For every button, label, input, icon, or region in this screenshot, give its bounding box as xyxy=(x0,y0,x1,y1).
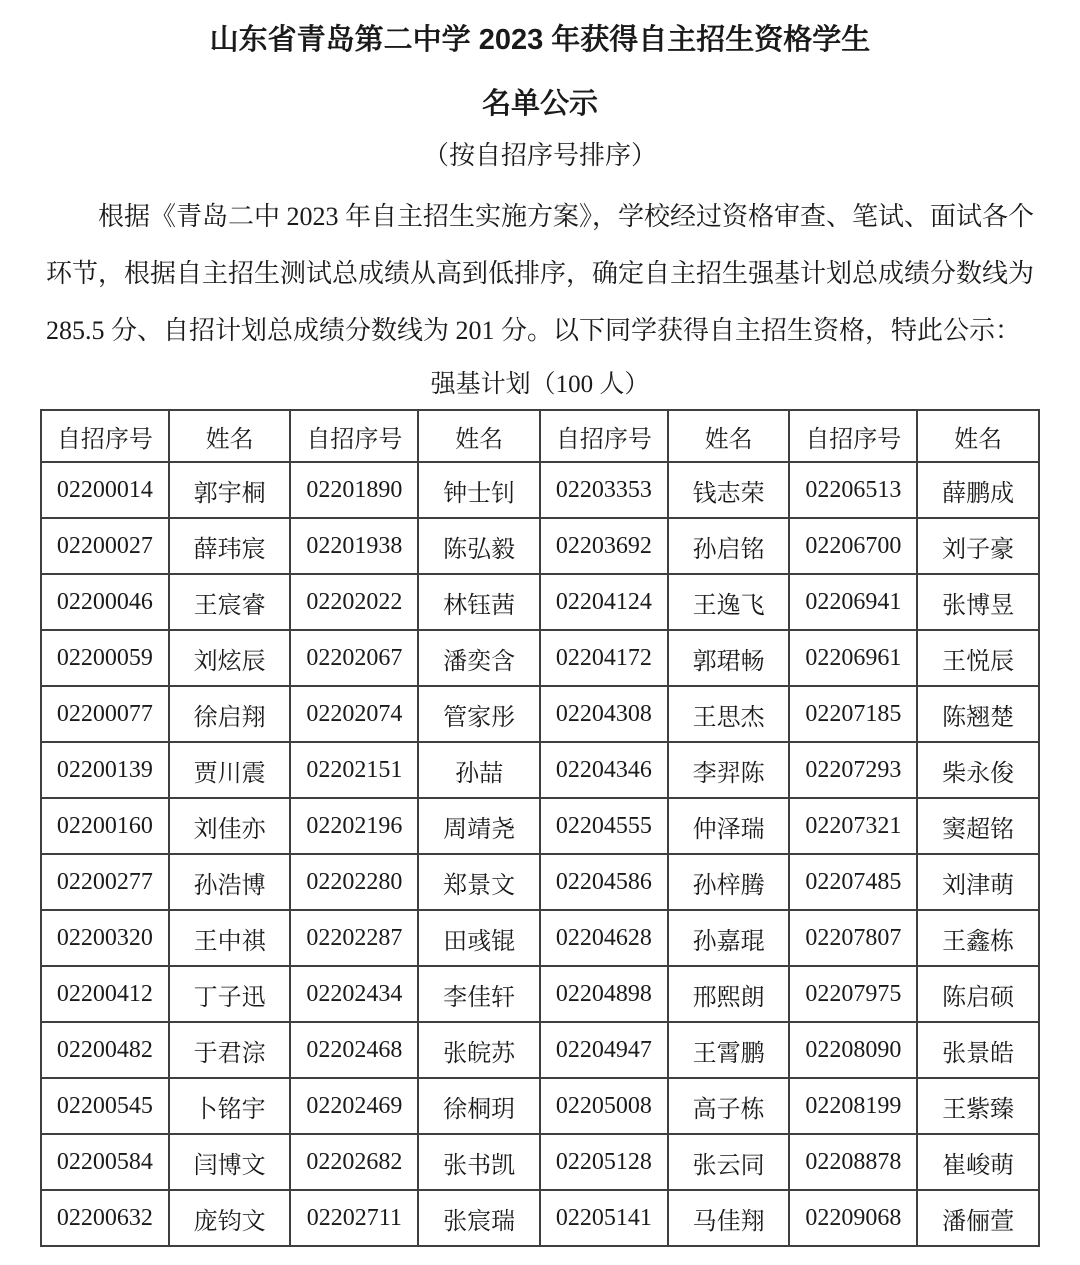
table-row xyxy=(41,1134,1039,1190)
table-row xyxy=(41,686,1039,742)
serial-number-cell: 02200046 xyxy=(41,574,169,630)
student-name-cell: 王宸睿 xyxy=(169,574,291,630)
student-name-cell: 马佳翔 xyxy=(668,1190,790,1246)
serial-number-cell: 02200584 xyxy=(41,1134,169,1190)
serial-number-cell: 02200320 xyxy=(41,910,169,966)
student-name-cell: 郭珺畅 xyxy=(668,630,790,686)
student-name-cell: 于君淙 xyxy=(169,1022,291,1078)
student-name-cell: 王中祺 xyxy=(169,910,291,966)
table-row xyxy=(41,798,1039,854)
table-row xyxy=(41,462,1039,518)
student-name-cell: 王紫臻 xyxy=(917,1078,1039,1134)
student-name-cell: 张博昱 xyxy=(917,574,1039,630)
student-name-cell: 柴永俊 xyxy=(917,742,1039,798)
serial-number-cell: 02207293 xyxy=(789,742,917,798)
serial-number-cell: 02200077 xyxy=(41,686,169,742)
serial-number-cell: 02204628 xyxy=(540,910,668,966)
serial-number-cell: 02205128 xyxy=(540,1134,668,1190)
table-body xyxy=(41,462,1039,1246)
student-name-cell: 潘俪萱 xyxy=(917,1190,1039,1246)
serial-number-cell: 02204308 xyxy=(540,686,668,742)
student-name-cell: 陈翘楚 xyxy=(917,686,1039,742)
student-name-cell: 邢熙朗 xyxy=(668,966,790,1022)
intro-paragraph: 根据《青岛二中 2023 年自主招生实施方案》，学校经过资格审查、笔试、面试各个环节，根据自主招生测试总成绩从高到低排序，确定自主招生强基计划总成绩分数线为 285.5 分、自招计划总成绩分数线为 201 分。以下同学获得自主招生资格，特此公示： xyxy=(46,202,1035,345)
serial-number-cell: 02200277 xyxy=(41,854,169,910)
table-row xyxy=(41,1078,1039,1134)
serial-number-cell: 02206961 xyxy=(789,630,917,686)
serial-number-cell: 02204947 xyxy=(540,1022,668,1078)
student-name-cell: 郑景文 xyxy=(418,854,540,910)
serial-number-cell: 02204555 xyxy=(540,798,668,854)
table-row xyxy=(41,518,1039,574)
header-cell-serial-number: 自招序号 xyxy=(41,410,169,462)
student-name-cell: 张景皓 xyxy=(917,1022,1039,1078)
student-name-cell: 陈弘毅 xyxy=(418,518,540,574)
table-row xyxy=(41,854,1039,910)
student-name-cell: 林钰茜 xyxy=(418,574,540,630)
student-name-cell: 庞钧文 xyxy=(169,1190,291,1246)
student-name-cell: 刘炫辰 xyxy=(169,630,291,686)
student-name-cell: 卜铭宇 xyxy=(169,1078,291,1134)
student-name-cell: 郭宇桐 xyxy=(169,462,291,518)
section-title: 强基计划（100 人） xyxy=(430,371,650,398)
serial-number-cell: 02200014 xyxy=(41,462,169,518)
header-row xyxy=(41,410,1039,462)
student-name-cell: 刘津萌 xyxy=(917,854,1039,910)
header-cell-name: 姓名 xyxy=(169,410,291,462)
student-name-cell: 贾川震 xyxy=(169,742,291,798)
student-name-cell: 徐桐玥 xyxy=(418,1078,540,1134)
table-row xyxy=(41,742,1039,798)
serial-number-cell: 02200139 xyxy=(41,742,169,798)
serial-number-cell: 02202196 xyxy=(290,798,418,854)
table-row xyxy=(41,1022,1039,1078)
serial-number-cell: 02202280 xyxy=(290,854,418,910)
document-title-line1: 山东省青岛第二中学 2023 年获得自主招生资格学生 xyxy=(209,24,871,56)
serial-number-cell: 02209068 xyxy=(789,1190,917,1246)
student-name-cell: 张皖苏 xyxy=(418,1022,540,1078)
serial-number-cell: 02204124 xyxy=(540,574,668,630)
student-name-cell: 钟士钊 xyxy=(418,462,540,518)
serial-number-cell: 02202682 xyxy=(290,1134,418,1190)
serial-number-cell: 02207975 xyxy=(789,966,917,1022)
student-name-cell: 刘佳亦 xyxy=(169,798,291,854)
serial-number-cell: 02208199 xyxy=(789,1078,917,1134)
student-name-cell: 王逸飞 xyxy=(668,574,790,630)
student-name-cell: 孙喆 xyxy=(418,742,540,798)
student-name-cell: 孙嘉琨 xyxy=(668,910,790,966)
serial-number-cell: 02202469 xyxy=(290,1078,418,1134)
student-name-cell: 王霄鹏 xyxy=(668,1022,790,1078)
student-name-cell: 崔峻萌 xyxy=(917,1134,1039,1190)
student-name-cell: 徐启翔 xyxy=(169,686,291,742)
student-name-cell: 闫博文 xyxy=(169,1134,291,1190)
serial-number-cell: 02204586 xyxy=(540,854,668,910)
table-row xyxy=(41,966,1039,1022)
serial-number-cell: 02200059 xyxy=(41,630,169,686)
serial-number-cell: 02202151 xyxy=(290,742,418,798)
student-name-cell: 窦超铭 xyxy=(917,798,1039,854)
student-name-cell: 薛鹏成 xyxy=(917,462,1039,518)
serial-number-cell: 02202067 xyxy=(290,630,418,686)
serial-number-cell: 02202287 xyxy=(290,910,418,966)
serial-number-cell: 02208090 xyxy=(789,1022,917,1078)
student-name-cell: 张书凯 xyxy=(418,1134,540,1190)
student-name-cell: 陈启硕 xyxy=(917,966,1039,1022)
student-name-cell: 潘奕含 xyxy=(418,630,540,686)
student-name-cell: 田彧锟 xyxy=(418,910,540,966)
student-name-cell: 管家彤 xyxy=(418,686,540,742)
student-roster-table xyxy=(40,409,1040,1247)
student-name-cell: 孙浩博 xyxy=(169,854,291,910)
table-row xyxy=(41,1190,1039,1246)
serial-number-cell: 02202711 xyxy=(290,1190,418,1246)
serial-number-cell: 02202022 xyxy=(290,574,418,630)
serial-number-cell: 02206700 xyxy=(789,518,917,574)
student-name-cell: 刘子豪 xyxy=(917,518,1039,574)
header-cell-name: 姓名 xyxy=(418,410,540,462)
serial-number-cell: 02207485 xyxy=(789,854,917,910)
serial-number-cell: 02202434 xyxy=(290,966,418,1022)
serial-number-cell: 02207185 xyxy=(789,686,917,742)
serial-number-cell: 02208878 xyxy=(789,1134,917,1190)
serial-number-cell: 02202074 xyxy=(290,686,418,742)
header-cell-serial-number: 自招序号 xyxy=(540,410,668,462)
serial-number-cell: 02204898 xyxy=(540,966,668,1022)
serial-number-cell: 02200632 xyxy=(41,1190,169,1246)
student-name-cell: 孙梓腾 xyxy=(668,854,790,910)
serial-number-cell: 02204172 xyxy=(540,630,668,686)
student-name-cell: 薛玮宸 xyxy=(169,518,291,574)
table-row xyxy=(41,630,1039,686)
serial-number-cell: 02207807 xyxy=(789,910,917,966)
student-name-cell: 王悦辰 xyxy=(917,630,1039,686)
serial-number-cell: 02205141 xyxy=(540,1190,668,1246)
header-cell-serial-number: 自招序号 xyxy=(789,410,917,462)
student-name-cell: 张云同 xyxy=(668,1134,790,1190)
serial-number-cell: 02200412 xyxy=(41,966,169,1022)
serial-number-cell: 02202468 xyxy=(290,1022,418,1078)
serial-number-cell: 02200545 xyxy=(41,1078,169,1134)
serial-number-cell: 02201938 xyxy=(290,518,418,574)
serial-number-cell: 02200482 xyxy=(41,1022,169,1078)
table-row xyxy=(41,574,1039,630)
header-cell-serial-number: 自招序号 xyxy=(290,410,418,462)
student-name-cell: 孙启铭 xyxy=(668,518,790,574)
student-name-cell: 李羿陈 xyxy=(668,742,790,798)
serial-number-cell: 02206941 xyxy=(789,574,917,630)
serial-number-cell: 02204346 xyxy=(540,742,668,798)
header-cell-name: 姓名 xyxy=(917,410,1039,462)
student-name-cell: 仲泽瑞 xyxy=(668,798,790,854)
serial-number-cell: 02206513 xyxy=(789,462,917,518)
document-title-line2: 名单公示 xyxy=(481,88,598,120)
student-name-cell: 丁子迅 xyxy=(169,966,291,1022)
serial-number-cell: 02203692 xyxy=(540,518,668,574)
serial-number-cell: 02200027 xyxy=(41,518,169,574)
student-name-cell: 周靖尧 xyxy=(418,798,540,854)
table-header xyxy=(41,410,1039,462)
student-name-cell: 张宸瑞 xyxy=(418,1190,540,1246)
student-name-cell: 王鑫栋 xyxy=(917,910,1039,966)
table-row xyxy=(41,910,1039,966)
serial-number-cell: 02203353 xyxy=(540,462,668,518)
serial-number-cell: 02207321 xyxy=(789,798,917,854)
document-subtitle: （按自招序号排序） xyxy=(422,141,657,170)
header-cell-name: 姓名 xyxy=(668,410,790,462)
student-name-cell: 高子栋 xyxy=(668,1078,790,1134)
serial-number-cell: 02200160 xyxy=(41,798,169,854)
student-name-cell: 钱志荣 xyxy=(668,462,790,518)
serial-number-cell: 02205008 xyxy=(540,1078,668,1134)
student-name-cell: 王思杰 xyxy=(668,686,790,742)
serial-number-cell: 02201890 xyxy=(290,462,418,518)
student-name-cell: 李佳轩 xyxy=(418,966,540,1022)
